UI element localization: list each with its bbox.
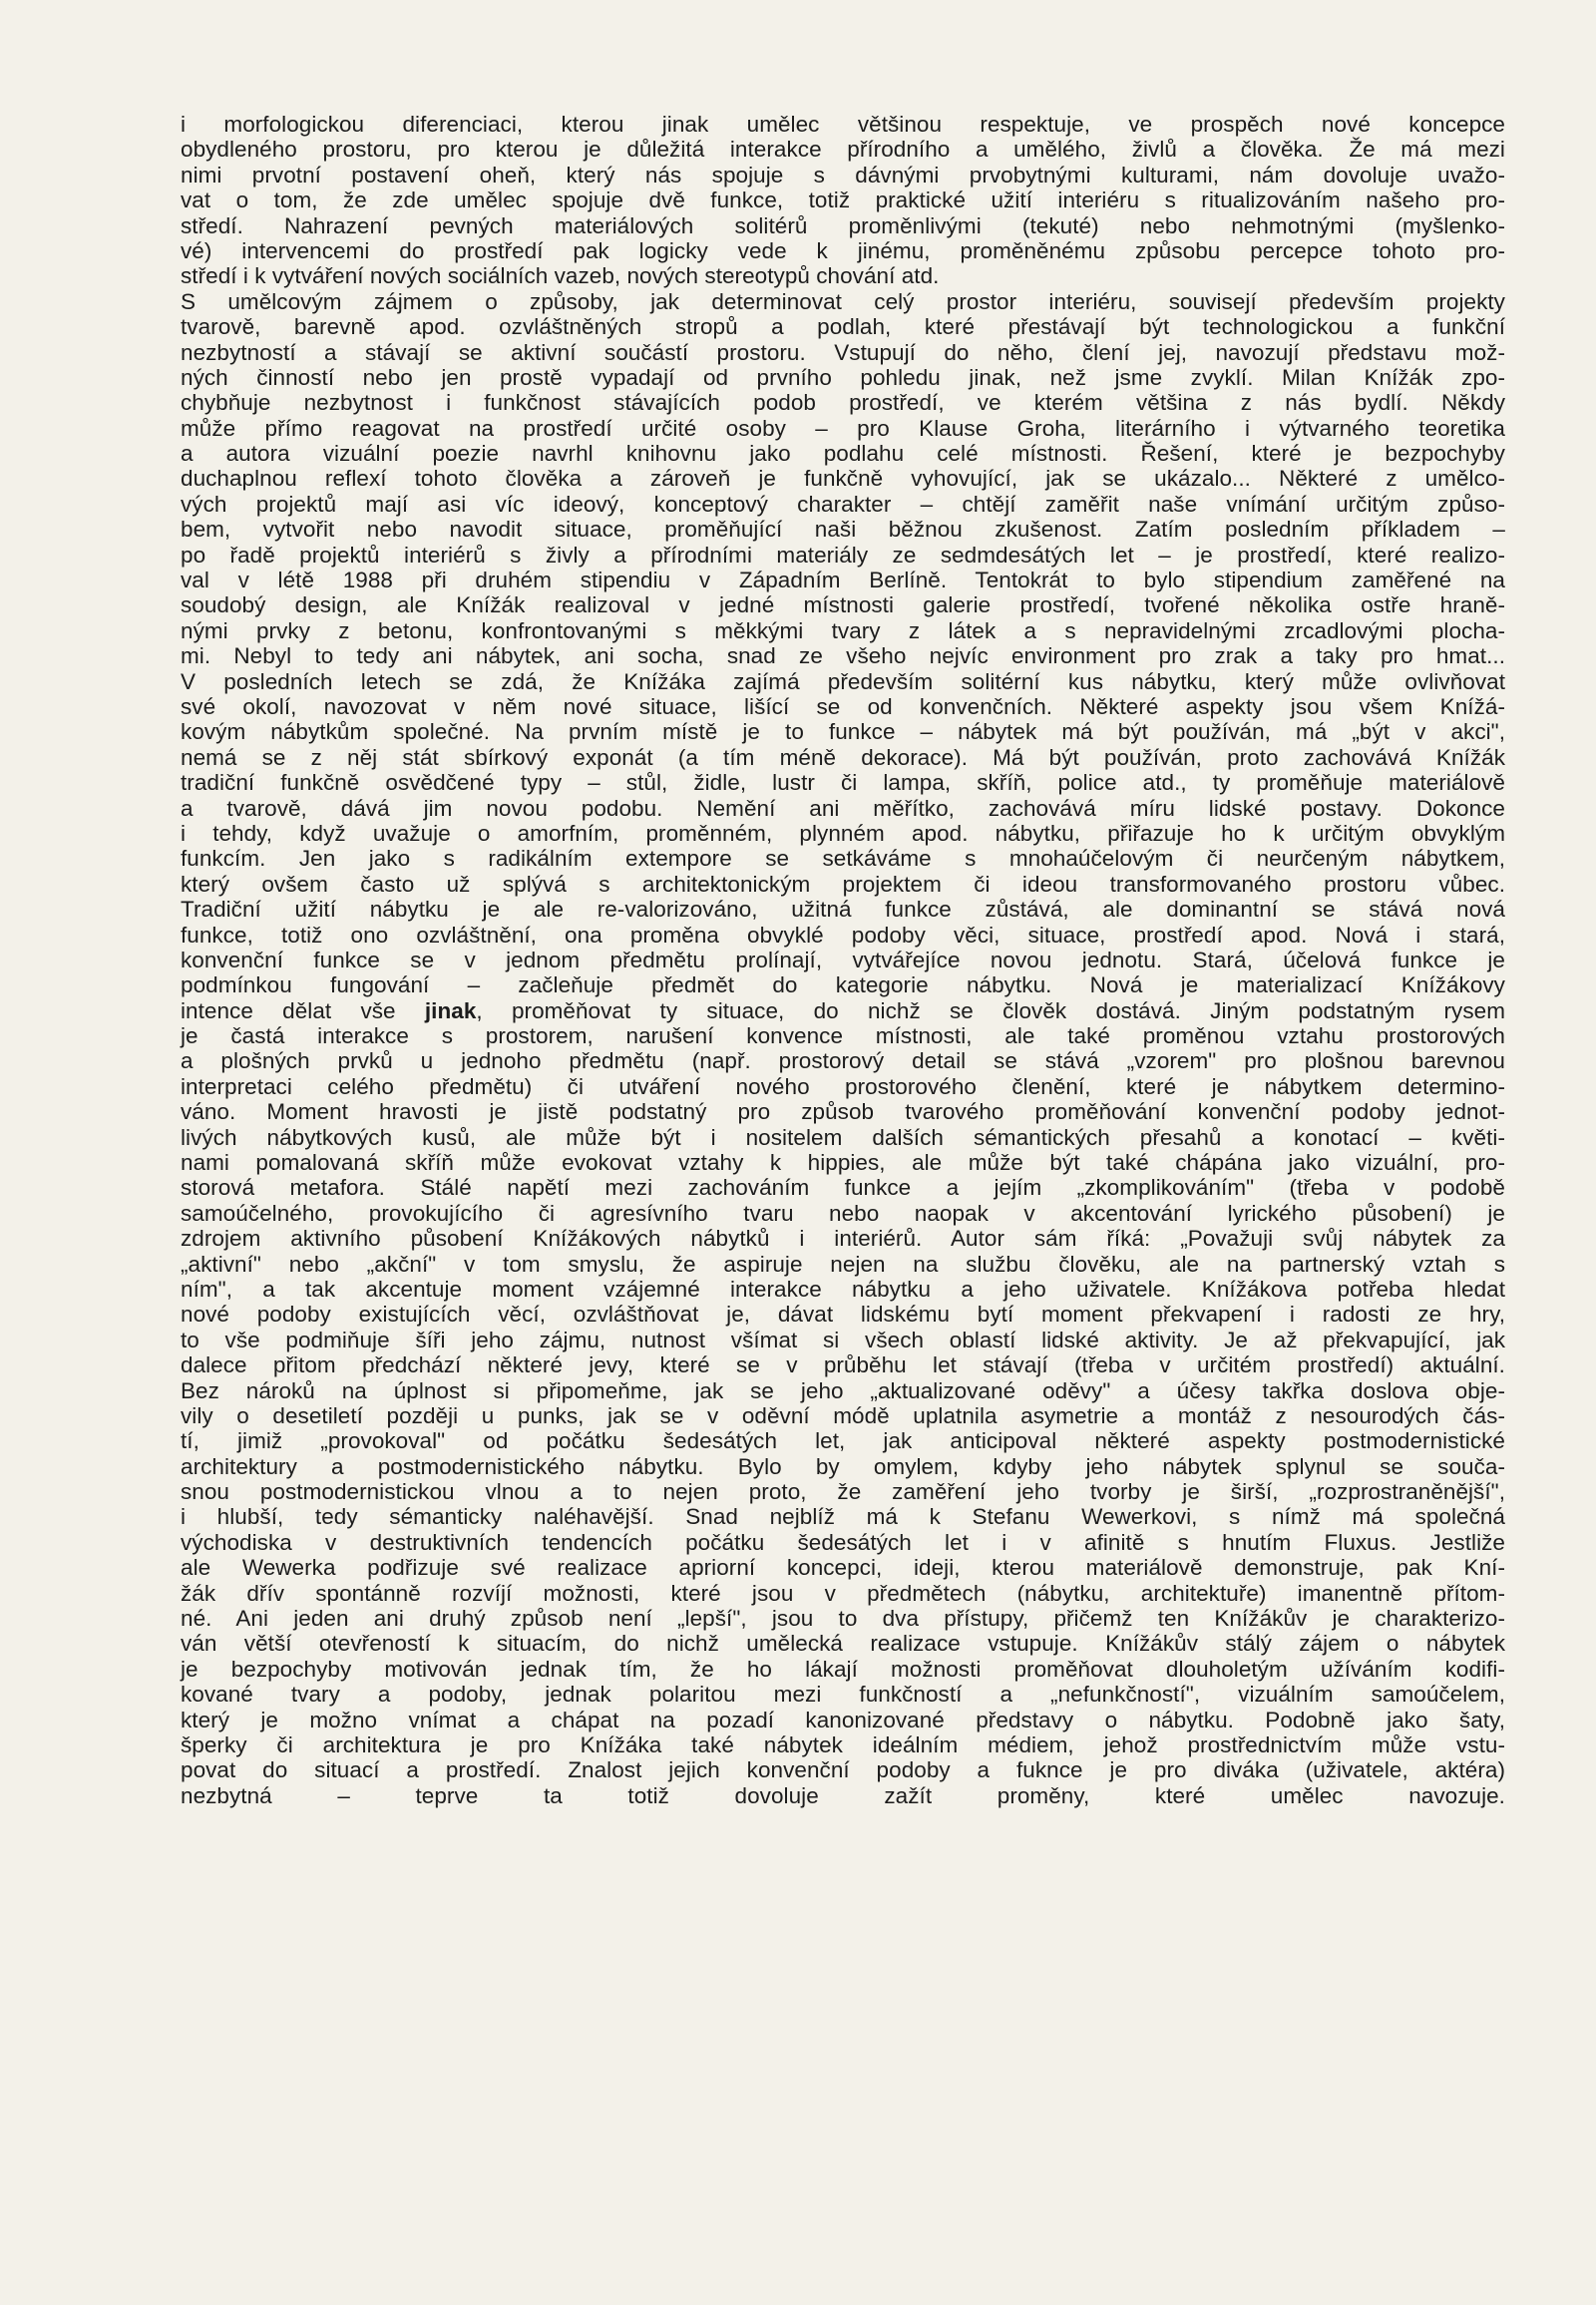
text-line: po řadě projektů interiérů s živly a přírodními materiály ze sedmdesátých let – je prostředí, které realizo-	[181, 542, 1505, 568]
body-text	[181, 112, 1505, 1808]
text-line: středí i k vytváření nových sociálních vazeb, nových stereotypů chování atd.	[181, 263, 940, 289]
text-line: „aktivní" nebo „akční" v tom smyslu, že aspiruje nejen na službu člověku, ale na partnerský vztah s	[181, 1251, 1505, 1277]
text-line: S umělcovým zájmem o způsoby, jak determinovat celý prostor interiéru, souvisejí především projekty	[181, 288, 1505, 314]
text-line: vily o desetiletí později u punks, jak se v oděvní módě uplatnila asymetrie a montáž z nesourodých čás-	[181, 1402, 1505, 1428]
text-segment: intence dělat vše	[181, 997, 425, 1023]
text-line: podmínkou fungování – začleňuje předmět do kategorie nábytku. Nová je materializací Knížákovy	[181, 972, 1505, 998]
text-line: nami pomalovaná skříň může evokovat vztahy k hippies, ale může být také chápána jako vizuální, pro-	[181, 1150, 1505, 1176]
text-line: i hlubší, tedy sémanticky naléhavější. Snad nejblíž má k Stefanu Wewerkovi, s nímž má společná	[181, 1504, 1505, 1530]
text-line: nimi prvotní postavení oheň, který nás spojuje s dávnými prvobytnými kulturami, nám dovoluje uvažo-	[181, 162, 1505, 188]
text-line: i tehdy, když uvažuje o amorfním, proměnném, plynném apod. nábytku, přiřazuje ho k určitým obvyklým	[181, 820, 1505, 846]
text-line: a plošných prvků u jednoho předmětu (např. prostorový detail se stává „vzorem" pro plošnou barevnou	[181, 1048, 1505, 1074]
text-line: i morfologickou diferenciaci, kterou jinak umělec většinou respektuje, ve prospěch nové koncepce	[181, 112, 1505, 137]
text-line: val v létě 1988 při druhém stipendiu v Západním Berlíně. Tentokrát to bylo stipendium zaměřené na	[181, 568, 1505, 593]
text-line: žák dřív spontánně rozvíjí možnosti, které jsou v předmětech (nábytku, architektuře) imanentně přítom-	[181, 1580, 1505, 1606]
text-line: ním", a tak akcentuje moment vzájemné interakce nábytku a jeho uživatele. Knížákova potřeba hledat	[181, 1276, 1505, 1302]
text-line: váno. Moment hravosti je jistě podstatný pro způsob tvarového proměňování konvenční podoby jednot-	[181, 1099, 1505, 1125]
text-line: a autora vizuální poezie navrhl knihovnu jako podlahu celé místnosti. Řešení, které je bezpochyby	[181, 441, 1505, 467]
text-line: Tradiční užití nábytku je ale re-valorizováno, užitná funkce zůstává, ale dominantní se stává nová	[181, 897, 1505, 923]
text-line: chybňuje nezbytnost i funkčnost stávajících podob prostředí, ve kterém většina z nás bydlí. Někdy	[181, 390, 1505, 416]
text-line: nezbytná – teprve ta totiž dovoluje zažít proměny, které umělec navozuje.	[181, 1782, 1505, 1808]
text-line: mi. Nebyl to tedy ani nábytek, ani socha, snad ze všeho nejvíc environment pro zrak a taky pro hmat...	[181, 643, 1505, 669]
text-line: je častá interakce s prostorem, narušení konvence místnosti, ale také proměnou vztahu prostorových	[181, 1023, 1505, 1049]
text-line: ván větší otevřeností k situacím, do nichž umělecká realizace vstupuje. Knížákův stálý zájem o nábytek	[181, 1631, 1505, 1657]
text-line: šperky či architektura je pro Knížáka také nábytek ideálním médiem, jehož prostřednictvím může vstu-	[181, 1732, 1505, 1757]
text-line: je bezpochyby motivován jednak tím, že ho lákají možnosti proměňovat dlouholetým užíváním kodifi-	[181, 1656, 1505, 1682]
emphasis-text: jinak	[424, 997, 477, 1023]
text-line: tradiční funkčně osvědčené typy – stůl, židle, lustr či lampa, skříň, police atd., ty proměňuje materiálově	[181, 770, 1505, 796]
text-line: své okolí, navozovat v něm nové situace, lišící se od konvenčních. Některé aspekty jsou všem Knížá-	[181, 693, 1505, 719]
text-line: a tvarově, dává jim novou podobu. Nemění ani měřítko, zachovává míru lidské postavy. Dokonce	[181, 795, 1505, 821]
text-line: né. Ani jeden ani druhý způsob není „lepší", jsou to dva přístupy, přičemž ten Knížákův je charakterizo-	[181, 1606, 1505, 1632]
text-line: může přímo reagovat na prostředí určité osoby – pro Klause Groha, literárního i výtvarného teoretika	[181, 415, 1505, 441]
text-line: bem, vytvořit nebo navodit situace, proměňující naši běžnou zkušenost. Zatím posledním příkladem –	[181, 517, 1505, 543]
text-segment: , proměňovat ty situace, do nichž se člověk dostává. Jiným podstatným rysem	[476, 997, 1505, 1023]
text-line: nové podoby existujících věcí, ozvláštňovat je, dávat lidskému bytí moment překvapení i radosti ze hry,	[181, 1302, 1505, 1328]
text-line: soudobý design, ale Knížák realizoval v jedné místnosti galerie prostředí, tvořené několika ostře hraně-	[181, 592, 1505, 618]
text-line: to vše podmiňuje šíři jeho zájmu, nutnost všímat si všech oblastí lidské aktivity. Je až překvapující, jak	[181, 1327, 1505, 1352]
text-line: konvenční funkce se v jednom předmětu prolínají, vytvářejíce novou jednotu. Stará, účelová funkce je	[181, 947, 1505, 972]
text-line: který je možno vnímat a chápat na pozadí kanonizované představy o nábytku. Podobně jako šaty,	[181, 1707, 1505, 1732]
text-line: nezbytností a stávají se aktivní součástí prostoru. Vstupují do něho, člení jej, navozují představu mož-	[181, 339, 1505, 365]
text-line: dalece přitom předchází některé jevy, které se v průběhu let stávají (třeba v určitém prostředí) aktuální.	[181, 1352, 1505, 1378]
text-line: vých projektů mají asi víc ideový, konceptový charakter – chtějí zaměřit naše vnímání určitým způso-	[181, 491, 1505, 517]
text-line: vat o tom, že zde umělec spojuje dvě funkce, totiž praktické užití interiéru s ritualizováním našeho pro-	[181, 188, 1505, 213]
text-line: kovým nábytkům společné. Na prvním místě je to funkce – nábytek má být používán, má „být v akci",	[181, 719, 1505, 745]
text-line: vé) intervencemi do prostředí pak logicky vede k jinému, proměněnému způsobu percepce tohoto pro-	[181, 237, 1505, 263]
text-line: ale Wewerka podřizuje své realizace apriorní koncepci, ideji, kterou materiálově demonstruje, pak Kní-	[181, 1555, 1505, 1581]
text-line: východiska v destruktivních tendencích počátku šedesátých let i v afinitě s hnutím Fluxus. Jestliže	[181, 1529, 1505, 1555]
text-line: tí, jimiž „provokoval" od počátku šedesátých let, jak anticipoval některé aspekty postmodernistické	[181, 1428, 1505, 1454]
text-line: středí. Nahrazení pevných materiálových solitérů proměnlivými (tekuté) nebo nehmotnými (myšlenko-	[181, 212, 1505, 238]
text-line: funkcím. Jen jako s radikálním extempore se setkáváme s mnohaúčelovým či neurčeným nábytkem,	[181, 846, 1505, 872]
text-line	[181, 998, 1505, 1023]
text-line: obydleného prostoru, pro kterou je důležitá interakce přírodního a umělého, živlů a člověka. Že má mezi	[181, 137, 1505, 163]
text-line: architektury a postmodernistického nábytku. Bylo by omylem, kdyby jeho nábytek splynul se souča-	[181, 1453, 1505, 1479]
text-line: Bez nároků na úplnost si připomeňme, jak se jeho „aktualizované oděvy" a účesy takřka doslova obje-	[181, 1377, 1505, 1403]
text-line: zdrojem aktivního působení Knížákových nábytků i interiérů. Autor sám říká: „Považuji svůj nábytek za	[181, 1226, 1505, 1252]
text-line: který ovšem často už splývá s architektonickým projektem či ideou transformovaného prostoru vůbec.	[181, 871, 1505, 897]
text-line: nými prvky z betonu, konfrontovanými s měkkými tvary z látek a s nepravidelnými zrcadlovými plocha-	[181, 617, 1505, 643]
text-line: samoúčelného, provokujícího či agresívního tvaru nebo naopak v akcentování lyrického působení) je	[181, 1200, 1505, 1226]
text-line: ných činností nebo jen prostě vypadají od prvního pohledu jinak, než jsme zvyklí. Milan Knížák zpo-	[181, 364, 1505, 390]
text-line: duchaplnou reflexí tohoto člověka a zároveň je funkčně vyhovující, jak se ukázalo... Některé z umělco-	[181, 466, 1505, 492]
text-line: kované tvary a podoby, jednak polaritou mezi funkčností a „nefunkčností", vizuálním samoúčelem,	[181, 1682, 1505, 1708]
text-line: livých nábytkových kusů, ale může být i nositelem dalších sémantických přesahů a konotací – květi-	[181, 1124, 1505, 1150]
text-line: povat do situací a prostředí. Znalost jejich konvenční podoby a fuknce je pro diváka (uživatele, aktéra)	[181, 1757, 1505, 1783]
text-line: interpretaci celého předmětu) či utváření nového prostorového členění, které je nábytkem determino-	[181, 1073, 1505, 1099]
text-line: nemá se z něj stát sbírkový exponát (a tím méně dekorace). Má být používán, proto zachovává Knížák	[181, 744, 1505, 770]
text-line: tvarově, barevně apod. ozvláštněných stropů a podlah, které přestávají být technologickou a funkční	[181, 314, 1505, 340]
text-line: funkce, totiž ono ozvláštnění, ona proměna obvyklé podoby věci, situace, prostředí apod. Nová i stará,	[181, 922, 1505, 948]
text-line: storová metafora. Stálé napětí mezi zachováním funkce a jejím „zkomplikováním" (třeba v podobě	[181, 1175, 1505, 1201]
text-line: snou postmodernistickou vlnou a to nejen proto, že zaměření jeho tvorby je širší, „rozprostraněnější",	[181, 1479, 1505, 1505]
text-line: V posledních letech se zdá, že Knížáka zajímá především solitérní kus nábytku, který může ovlivňovat	[181, 668, 1505, 694]
